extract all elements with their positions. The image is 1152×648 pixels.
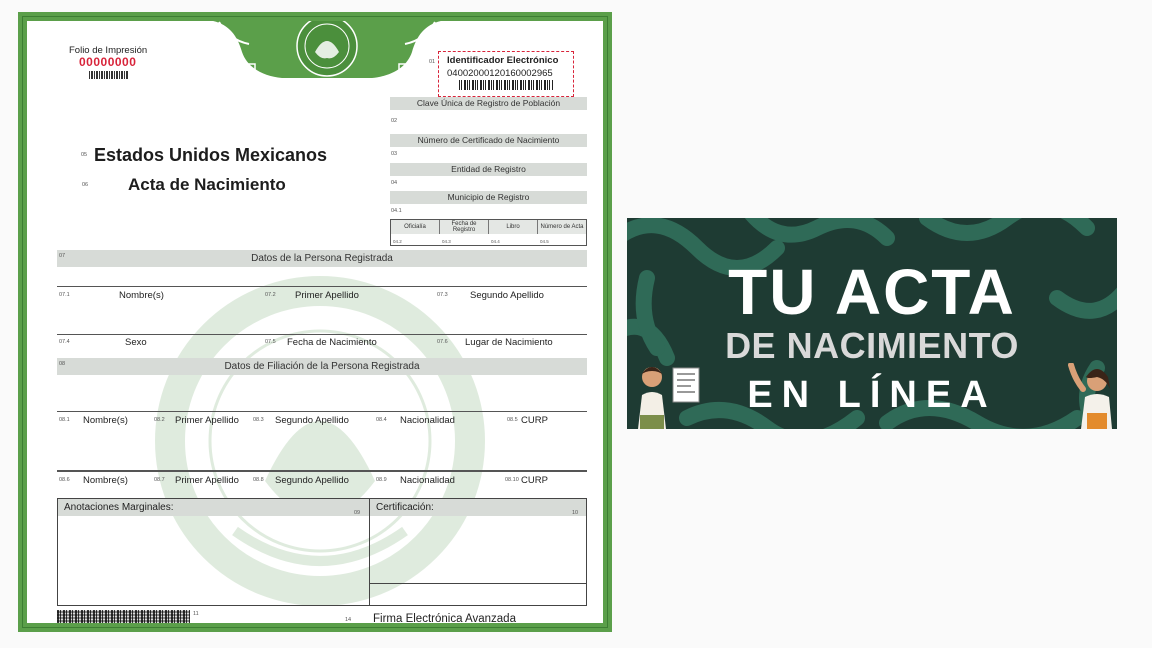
curp-label: Clave Única de Registro de Población [390,97,587,110]
identifier-barcode [459,80,553,90]
identifier-title: Identificador Electrónico [447,55,559,66]
divider [369,499,370,605]
banner-line-2: DE NACIMIENTO [725,325,1019,366]
person-first-surname-label: Primer Apellido [295,290,359,301]
folio-barcode [89,71,129,79]
field-number: 08.6 [59,477,70,483]
field-number: 07.1 [59,292,70,298]
marginal-notes-header [58,499,369,516]
certificate-number-label: Número de Certificado de Nacimiento [390,134,587,147]
electronic-signature-label: Firma Electrónica Avanzada [373,613,516,625]
document-title: Acta de Nacimiento [128,175,286,194]
national-seal-icon [207,12,447,84]
field-number: 04.4 [491,239,500,244]
field-number: 02 [391,118,398,124]
field-number: 04.2 [393,239,402,244]
country-name: Estados Unidos Mexicanos [94,145,328,165]
registry-table [390,219,587,246]
field-number: 04.1 [391,208,402,214]
field-number: 08.8 [253,477,264,483]
certification-header [370,499,586,516]
table-header: Número de Acta [538,220,586,234]
field-number: 08.7 [154,477,165,483]
table-header: Oficialía [391,220,440,234]
parent1-second-surname-label: Segundo Apellido [275,415,349,426]
electronic-identifier-box [438,51,574,97]
field-number: 01 [429,59,436,65]
parent2-nationality-label: Nacionalidad [400,475,455,486]
table-header: Libro [489,220,538,234]
parent1-first-surname-label: Primer Apellido [175,415,239,426]
divider [57,470,587,472]
field-number: 07.3 [437,292,448,298]
parent1-nationality-label: Nacionalidad [400,415,455,426]
person-sex-label: Sexo [125,337,147,348]
field-number: 10 [572,510,579,516]
field-number: 08.4 [376,417,387,423]
field-number: 07.2 [265,292,276,298]
field-number: 07.6 [437,339,448,345]
banner-line-3: EN LÍNEA [747,374,997,416]
parent2-first-surname-label: Primer Apellido [175,475,239,486]
folio-number: 00000000 [79,55,137,69]
banner-line-1: TU ACTA [728,256,1016,328]
child-right-icon [1067,363,1112,429]
divider [370,583,586,584]
field-number: 09 [354,510,361,516]
field-number: 04 [391,180,398,186]
online-birth-certificate-banner [627,218,1117,429]
birth-certificate [18,12,612,632]
field-number: 07.4 [59,339,70,345]
person-birthdate-label: Fecha de Nacimiento [287,337,377,348]
certification-label: Certificación: [376,502,434,513]
field-number: 03 [391,151,398,157]
qr-code [57,610,190,632]
parent1-curp-label: CURP [521,415,548,426]
section-parents-header: Datos de Filiación de la Persona Registrada [57,358,587,375]
field-number: 08.3 [253,417,264,423]
field-number: 04.5 [540,239,549,244]
table-header: Fecha de Registro [440,220,489,234]
person-name-label: Nombre(s) [119,290,164,301]
marginal-notes-label: Anotaciones Marginales: [64,502,174,513]
person-birthplace-label: Lugar de Nacimiento [465,337,553,348]
field-number: 08.10 [505,477,519,483]
notes-certification-box [57,498,587,606]
parent2-second-surname-label: Segundo Apellido [275,475,349,486]
document-icon [672,367,700,403]
section-person-header: Datos de la Persona Registrada [57,250,587,267]
parent1-name-label: Nombre(s) [83,415,128,426]
child-left-icon [632,363,672,429]
person-second-surname-label: Segundo Apellido [470,290,544,301]
field-number: 08.5 [507,417,518,423]
divider [57,286,587,287]
field-number: 08.1 [59,417,70,423]
folio-label: Folio de Impresión [69,45,148,56]
field-number: 05 [81,152,88,158]
field-number: 07.5 [265,339,276,345]
field-number: 08.9 [376,477,387,483]
field-number: 06 [82,182,89,188]
identifier-number: 040020001201600029​65 [447,68,553,79]
field-number: 08.2 [154,417,165,423]
registry-entity-label: Entidad de Registro [390,163,587,176]
divider [57,411,587,412]
parent2-curp-label: CURP [521,475,548,486]
field-number: 07 [59,253,66,259]
field-number: 14 [345,617,352,623]
field-number: 04.3 [442,239,451,244]
registry-municipality-label: Municipio de Registro [390,191,587,204]
parent2-name-label: Nombre(s) [83,475,128,486]
field-number: 08 [59,361,66,367]
divider [57,334,587,335]
field-number: 11 [193,611,199,617]
